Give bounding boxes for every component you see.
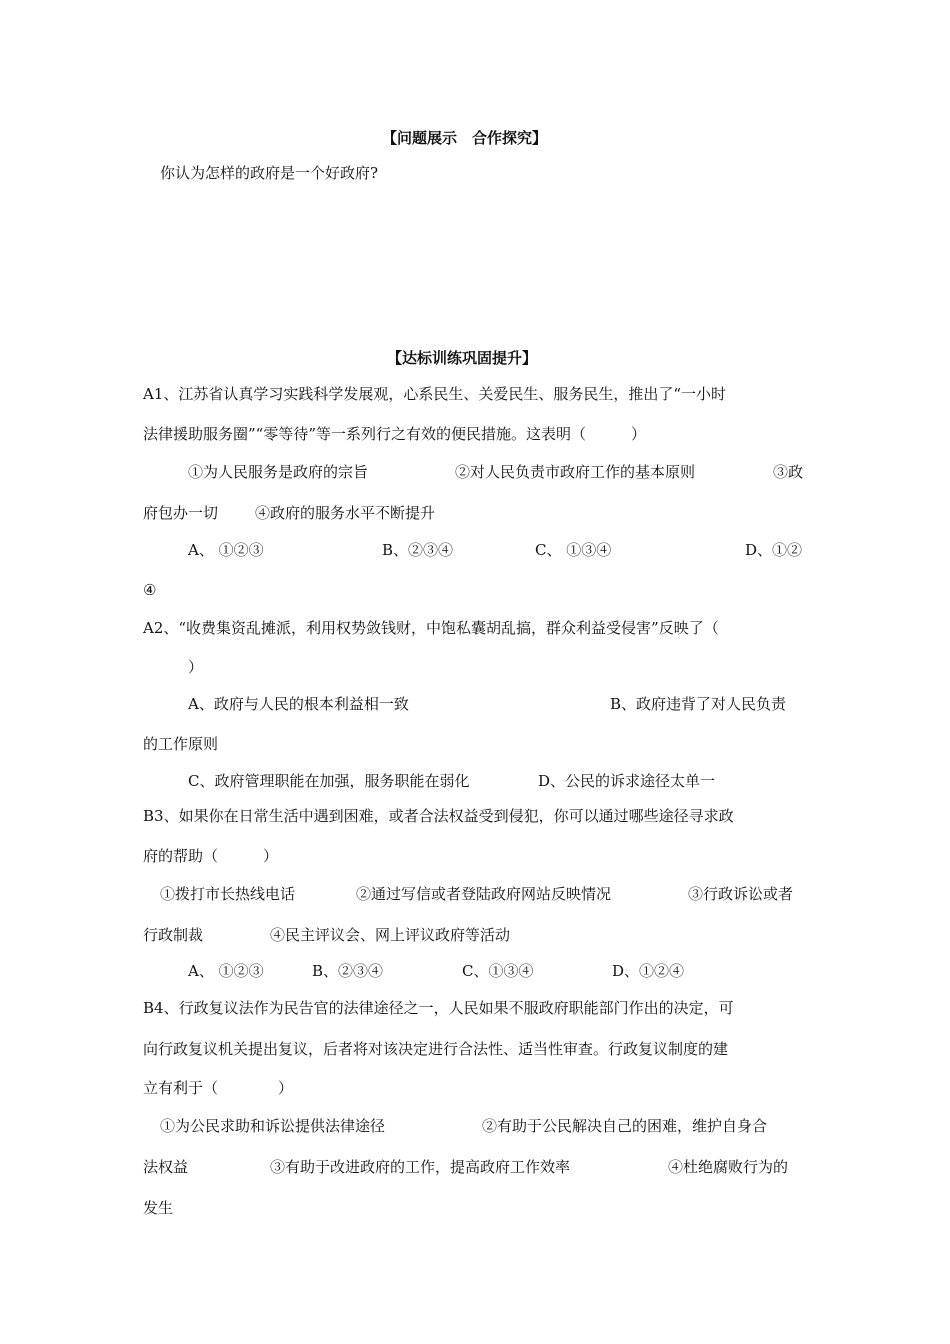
- q1-statement-3-cont: 府包办一切: [143, 504, 219, 522]
- q4-statement-3: ③有助于改进政府的工作，提高政府工作效率: [270, 1158, 571, 1176]
- q4-statement-1: ①为公民求助和诉讼提供法律途径: [160, 1117, 386, 1135]
- discussion-question: 你认为怎样的政府是一个好政府?: [160, 164, 379, 182]
- q3-statement-4: ④民主评议会、网上评议政府等活动: [270, 926, 511, 944]
- q2-option-b: B、政府违背了对人民负责: [610, 695, 787, 713]
- q2-option-c: C、政府管理职能在加强，服务职能在弱化: [188, 772, 470, 790]
- q3-stem-line2: 府的帮助（ ）: [143, 847, 279, 865]
- q1-statement-4: ④政府的服务水平不断提升: [255, 504, 436, 522]
- q1-statement-1: ①为人民服务是政府的宗旨: [188, 463, 369, 481]
- q2-stem-line1: A2、“收费集资乱摊派，利用权势敛钱财，中饱私囊胡乱搞，群众利益受侵害”反映了（: [143, 619, 719, 637]
- section-heading-practice: 【达标训练巩固提升】: [387, 349, 538, 367]
- q1-option-c: C、 ①③④: [535, 541, 612, 559]
- q3-stem-line1: B3、如果你在日常生活中遇到困难，或者合法权益受到侵犯，你可以通过哪些途径寻求政: [143, 807, 734, 825]
- q1-option-a: A、 ①②③: [188, 541, 264, 559]
- q2-option-b-cont: 的工作原则: [143, 735, 219, 753]
- q3-option-c: C、①③④: [462, 962, 534, 980]
- q4-statement-2-cont: 法权益: [143, 1158, 189, 1176]
- q3-statement-3: ③行政诉讼或者: [688, 885, 794, 903]
- q1-stem-line2: 法律援助服务圈”“零等待”等一系列行之有效的便民措施。这表明（ ）: [143, 425, 647, 443]
- q4-stem-line1: B4、行政复议法作为民告官的法律途径之一，人民如果不服政府职能部门作出的决定，可: [143, 999, 734, 1017]
- q3-option-a: A、 ①②③: [188, 962, 264, 980]
- q1-stem-line1: A1、江苏省认真学习实践科学发展观，心系民生、关爱民生、服务民生，推出了“一小时: [143, 385, 727, 403]
- q4-statement-4-cont: 发生: [143, 1199, 174, 1217]
- q3-statement-1: ①拨打市长热线电话: [160, 885, 296, 903]
- q2-option-a: A、政府与人民的根本利益相一致: [188, 695, 409, 713]
- section-heading-problem: 【问题展示 合作探究】: [382, 129, 548, 147]
- q4-stem-line3: 立有利于（ ）: [143, 1079, 294, 1097]
- q3-statement-2: ②通过写信或者登陆政府网站反映情况: [356, 885, 612, 903]
- q4-statement-2: ②有助于公民解决自己的困难，维护自身合: [482, 1117, 768, 1135]
- q3-option-d: D、①②④: [612, 962, 685, 980]
- q4-stem-line2: 向行政复议机关提出复议，后者将对该决定进行合法性、适当性审查。行政复议制度的建: [143, 1040, 729, 1058]
- q3-option-b: B、②③④: [312, 962, 384, 980]
- q2-stem-line2: ）: [188, 658, 204, 676]
- q1-option-d-cont: ④: [143, 581, 157, 599]
- q2-option-d: D、公民的诉求途径太单一: [538, 772, 716, 790]
- q1-statement-3: ③政: [773, 463, 804, 481]
- q4-statement-4: ④杜绝腐败行为的: [668, 1158, 789, 1176]
- q1-statement-2: ②对人民负责市政府工作的基本原则: [455, 463, 696, 481]
- q1-option-d: D、①②: [745, 541, 803, 559]
- q3-statement-3-cont: 行政制裁: [143, 926, 204, 944]
- q1-option-b: B、②③④: [382, 541, 454, 559]
